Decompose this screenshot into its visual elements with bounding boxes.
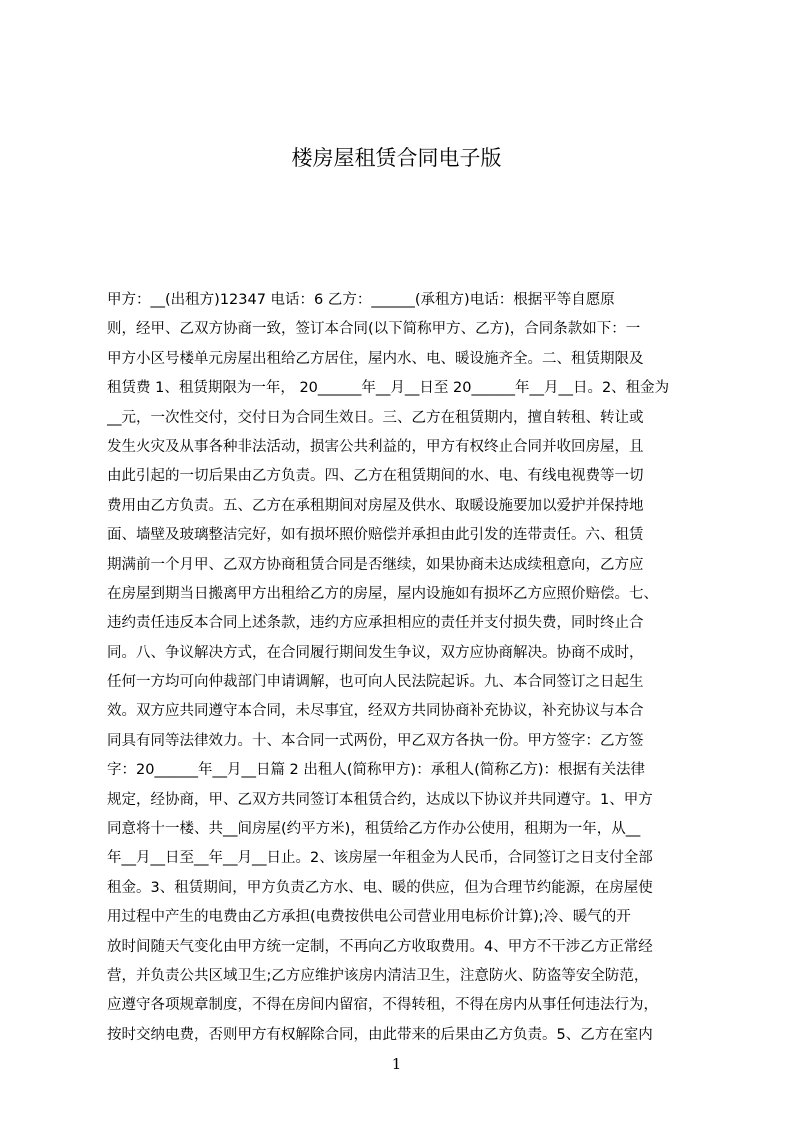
body-line-7: 由此引起的一切后果由乙方负责。四、乙方在租赁期间的水、电、有线电视费等一切: [107, 468, 644, 485]
body-line-10: 期满前一个月甲、乙双方协商租赁合同是否继续，如果协商未达成续租意向，乙方应: [107, 556, 644, 573]
body-line-6: 发生火灾及从事各种非法活动，损害公共利益的，甲方有权终止合同并收回房屋，且: [107, 438, 644, 455]
page-number: 1: [391, 1055, 402, 1073]
body-line-24: 营，并负责公共区域卫生;乙方应维护该房内清洁卫生，注意防火、防盗等安全防范，: [107, 967, 649, 984]
body-line-23: 放时间随天气变化由甲方统一定制，不再向乙方收取费用。4、甲方不干涉乙方正常经: [107, 938, 653, 955]
body-line-11: 在房屋到期当日搬离甲方出租给乙方的房屋，屋内设施如有损坏乙方应照价赔偿。七、: [107, 585, 658, 602]
body-line-18: 规定，经协商，甲、乙双方共同签订本租赁合约，达成以下协议并共同遵守。1、甲方: [107, 791, 653, 808]
contract-body: [107, 286, 699, 1048]
body-line-3: 甲方小区号楼单元房屋出租给乙方居住，屋内水、电、暖设施齐全。二、租赁期限及: [107, 350, 644, 367]
body-line-14: 任何一方均可向仲裁部门申请调解，也可向人民法院起诉。九、本合同签订之日起生: [107, 674, 644, 691]
body-line-2: 则，经甲、乙双方协商一致，签订本合同(以下简称甲方、乙方)，合同条款如下：一: [107, 321, 641, 338]
body-line-12: 违约责任违反本合同上述条款，违约方应承担相应的责任并支付损失费，同时终止合: [107, 615, 644, 632]
body-line-16: 同具有同等法律效力。十、本合同一式两份，甲乙双方各执一份。甲方签字：乙方签: [107, 732, 644, 749]
body-line-4: 租赁费 1、租赁期限为一年， 20______年__月__日至 20______年__月__日。2、租金为: [107, 380, 670, 397]
body-line-20: 年__月__日至__年__月__日止。2、该房屋一年租金为人民币，合同签订之日支付全部: [107, 850, 653, 867]
body-line-21: 租金。3、租赁期间，甲方负责乙方水、电、暖的供应，但为合理节约能源，在房屋使: [107, 879, 653, 896]
body-line-15: 效。双方应共同遵守本合同，未尽事宜，经双方共同协商补充协议，补充协议与本合: [107, 703, 644, 720]
body-line-8: 费用由乙方负责。五、乙方在承租期间对房屋及供水、取暖设施要加以爱护并保持地: [107, 497, 644, 514]
body-line-9: 面、墙壁及玻璃整洁完好，如有损坏照价赔偿并承担由此引发的连带责任。六、租赁: [107, 527, 644, 544]
body-line-19: 同意将十一楼、共__间房屋(约平方米)，租赁给乙方作办公使用，租期为一年，从__: [107, 821, 641, 838]
body-line-13: 同。八、争议解决方式，在合同履行期间发生争议，双方应协商解决。协商不成时，: [107, 644, 644, 661]
body-line-5: __元，一次性交付，交付日为合同生效日。三、乙方在租赁期内，擅自转租、转让或: [107, 409, 644, 426]
document-title: 楼房屋租赁合同电子版: [291, 146, 502, 170]
body-line-1: 甲方：__(出租方)12347 电话：6 乙方：______(承租方)电话：根据平等自愿原: [107, 292, 615, 308]
body-line-26: 按时交纳电费，否则甲方有权解除合同，由此带来的后果由乙方负责。5、乙方在室内: [107, 1026, 653, 1043]
body-line-17: 字：20______年__月__日篇 2 出租人(简称甲方)：承租人(简称乙方)：根据有关法律: [107, 762, 646, 779]
body-line-22: 用过程中产生的电费由乙方承担(电费按供电公司营业用电标价计算);冷、暖气的开: [107, 909, 631, 926]
body-line-25: 应遵守各项规章制度，不得在房间内留宿，不得转租，不得在房内从事任何违法行为，: [107, 997, 658, 1014]
